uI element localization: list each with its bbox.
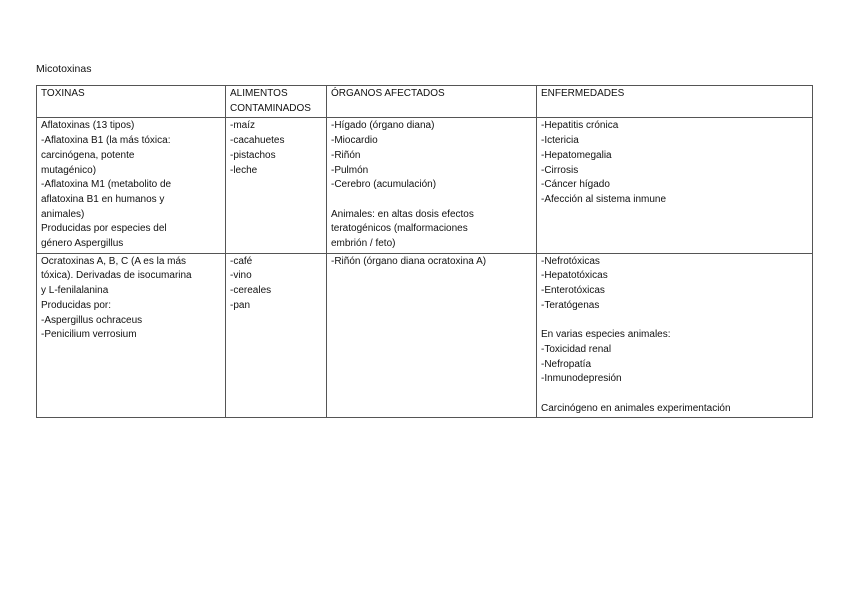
cell-line: -Aflatoxina M1 (metabolito de	[41, 179, 172, 191]
cell-line: -Aspergillus ochraceus	[41, 314, 143, 326]
cell-line: -Cáncer hígado	[541, 179, 610, 191]
cell-line: -Teratógenas	[541, 299, 600, 311]
header-row	[37, 86, 813, 118]
cell-line: -Afección al sistema inmune	[541, 193, 667, 205]
cell-line: -Penicilium verrosium	[41, 329, 137, 341]
cell-toxinas	[37, 118, 226, 253]
header-alimentos	[226, 86, 327, 118]
cell-enfermedades	[537, 118, 813, 253]
cell-line: -cacahuetes	[230, 135, 285, 147]
document-title: Micotoxinas	[36, 63, 92, 75]
cell-line: aflatoxina B1 en humanos y	[41, 193, 165, 205]
blank-line	[541, 314, 808, 329]
cell-line: animales)	[41, 208, 85, 220]
cell-line: -vino	[230, 270, 252, 282]
cell-line: -Hepatomegalia	[541, 149, 612, 161]
header-toxinas	[37, 86, 226, 118]
cell-line: Aflatoxinas (13 tipos)	[41, 120, 135, 132]
cell-line: Producidas por especies del	[41, 223, 167, 235]
cell-line: -Cerebro (acumulación)	[331, 179, 437, 191]
cell-line: En varias especies animales:	[541, 329, 671, 341]
cell-alimentos	[226, 253, 327, 418]
cell-line: Animales: en altas dosis efectos	[331, 208, 474, 220]
cell-line: -Miocardio	[331, 135, 378, 147]
cell-line: -Hepatotóxicas	[541, 270, 608, 282]
cell-line: mutagénico)	[41, 164, 97, 176]
cell-line: tóxica). Derivadas de isocumarina	[41, 270, 192, 282]
header-enfermedades	[537, 86, 813, 118]
cell-line: -Toxicidad renal	[541, 343, 612, 355]
cell-line: Carcinógeno en animales experimentación	[541, 402, 731, 414]
cell-line: y L-fenilalanina	[41, 285, 109, 297]
cell-organos	[327, 118, 537, 253]
cell-line: teratogénicos (malformaciones	[331, 223, 468, 235]
cell-organos	[327, 253, 537, 418]
cell-line: -pan	[230, 299, 251, 311]
cell-line: -cereales	[230, 285, 272, 297]
cell-line: -Aflatoxina B1 (la más tóxica:	[41, 135, 171, 147]
cell-line: ENFERMEDADES	[541, 88, 625, 99]
cell-line: embrión / feto)	[331, 238, 396, 250]
cell-alimentos	[226, 118, 327, 253]
cell-line: ÓRGANOS AFECTADOS	[331, 88, 445, 99]
cell-line: ALIMENTOS	[230, 88, 288, 99]
table-row	[37, 118, 813, 253]
header-organos	[327, 86, 537, 118]
cell-line: -Nefropatía	[541, 358, 592, 370]
cell-line: -leche	[230, 164, 258, 176]
cell-line: -Ictericia	[541, 135, 579, 147]
cell-line: CONTAMINADOS	[230, 102, 311, 114]
cell-line: -Enterotóxicas	[541, 285, 605, 297]
cell-line: -Pulmón	[331, 164, 369, 176]
cell-line: -Inmunodepresión	[541, 373, 622, 385]
cell-line: carcinógena, potente	[41, 149, 135, 161]
table-row	[37, 253, 813, 418]
blank-line	[541, 387, 808, 402]
blank-line	[331, 193, 532, 208]
cell-line: -maíz	[230, 120, 255, 132]
cell-line: -café	[230, 255, 253, 267]
cell-line: -Cirrosis	[541, 164, 579, 176]
cell-line: Ocratoxinas A, B, C (A es la más	[41, 255, 187, 267]
cell-line: -Hígado (órgano diana)	[331, 120, 435, 132]
mycotoxin-table	[36, 85, 813, 418]
cell-line: Producidas por:	[41, 299, 112, 311]
cell-line: -Riñón (órgano diana ocratoxina A)	[331, 255, 487, 267]
cell-enfermedades	[537, 253, 813, 418]
cell-line: género Aspergillus	[41, 238, 124, 250]
cell-line: -Hepatitis crónica	[541, 120, 619, 132]
cell-line: -pistachos	[230, 149, 276, 161]
cell-line: TOXINAS	[41, 88, 85, 99]
cell-toxinas	[37, 253, 226, 418]
cell-line: -Nefrotóxicas	[541, 255, 600, 267]
cell-line: -Riñón	[331, 149, 361, 161]
